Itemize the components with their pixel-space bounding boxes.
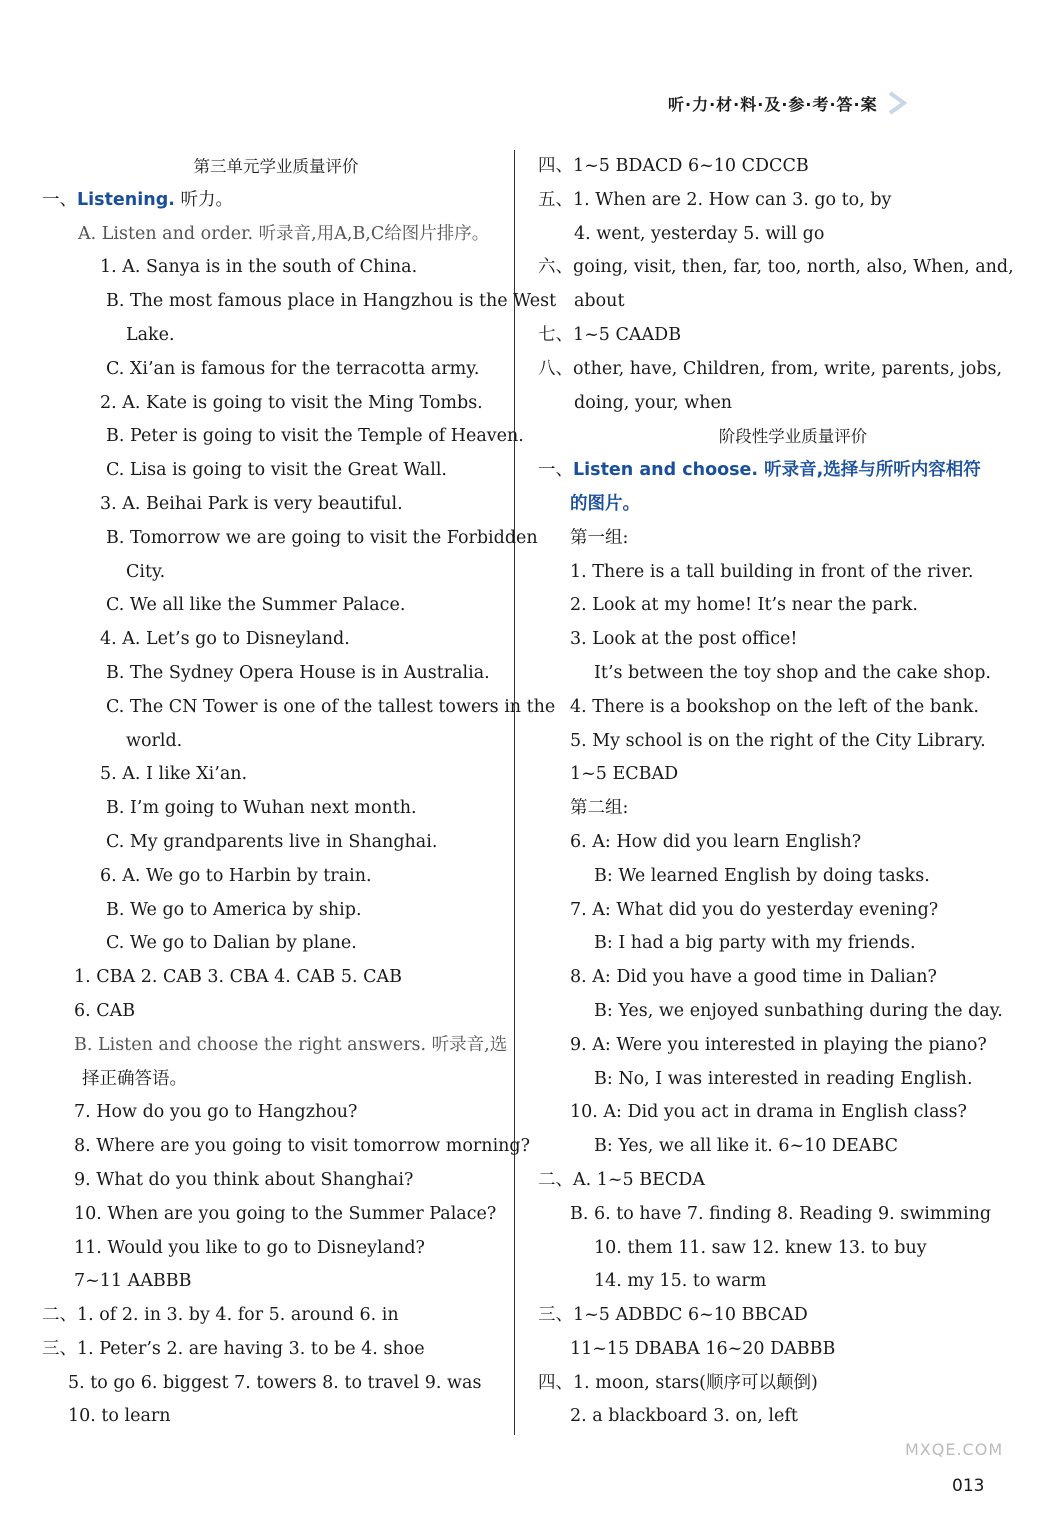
section-heading-cn: 听录音,选择与所听内容相符 [758,460,981,481]
text-line: 7. A: What did you do yesterday evening? [570,899,939,920]
text-line: B: Yes, we enjoyed sunbathing during the day. [594,1000,1003,1021]
text-line: 2. Look at my home! It’s near the park. [570,595,918,616]
text-line: about [574,291,625,312]
text-line: 的图片。 [570,493,640,514]
left-column [42,150,557,1434]
section-title: 阶段性学业质量评价 [718,427,868,447]
page-header [668,88,1048,118]
text-line: 2. a blackboard 3. on, left [570,1406,798,1427]
text-line: 5. to go 6. biggest 7. towers 8. to travel 9. was [68,1372,482,1393]
text-line: C. The CN Tower is one of the tallest towers in the [106,696,556,717]
text-line: 三、1~5 ADBDC 6~10 BBCAD [538,1305,808,1326]
text-line: B. We go to America by ship. [106,899,362,920]
text-line: 3. Look at the post office! [570,629,798,650]
text-line: B. Peter is going to visit the Temple of Heaven. [106,426,524,447]
section-heading [42,184,510,218]
section-heading-en: Listen and choose. [573,460,759,481]
text-line: 5. A. I like Xi’an. [100,764,248,785]
text-line: 4. There is a bookshop on the left of the bank. [570,696,979,717]
text-line: 4. went, yesterday 5. will go [574,223,825,244]
text-line: 11. Would you like to go to Disneyland? [74,1237,425,1258]
section-number: 一、 [538,460,573,481]
text-line: B. Listen and choose the right answers. 听录音,选 [74,1034,508,1055]
text-line: 五、1. When are 2. How can 3. go to, by [538,189,892,210]
text-line: 六、going, visit, then, far, too, north, also, When, and, [538,257,1014,278]
text-line: 9. A: Were you interested in playing the piano? [570,1034,987,1055]
text-line: 第一组: [570,527,629,548]
text-line: City. [126,561,166,582]
text-line: 6. A: How did you learn English? [570,831,862,852]
page-number: 013 [952,1476,985,1496]
watermark: MXQE.COM [905,1440,1004,1459]
text-line: A. Listen and order. 听录音,用A,B,C给图片排序。 [78,223,490,244]
text-line: 第二组: [570,798,629,819]
header-title: 听·力·材·料·及·参·考·答·案 [668,94,878,114]
text-line: 6. A. We go to Harbin by train. [100,865,372,886]
chevron-right-icon [884,90,910,116]
text-line: 择正确答语。 [82,1068,187,1089]
text-line: C. Lisa is going to visit the Great Wall. [106,460,447,481]
text-line: C. We all like the Summer Palace. [106,595,406,616]
answer-list [42,218,557,1435]
text-line: C. Xi’an is famous for the terracotta army. [106,358,480,379]
section-title: 第三单元学业质量评价 [193,157,359,176]
text-line: B: Yes, we all like it. 6~10 DEABC [594,1136,899,1157]
text-line: 7~11 AABBB [74,1271,192,1292]
text-line: B: No, I was interested in reading English. [594,1068,973,1089]
text-line: Lake. [126,324,175,345]
text-line: 八、other, have, Children, from, write, parents, jobs, [538,358,1003,379]
right-column [538,150,1048,1434]
text-line: 1~5 ECBAD [570,764,679,785]
text-line: 1. A. Sanya is in the south of China. [100,257,418,278]
text-line: 四、1~5 BDACD 6~10 CDCCB [538,156,809,176]
text-line: 4. A. Let’s go to Disneyland. [100,629,350,650]
text-line: 二、1. of 2. in 3. by 4. for 5. around 6. in [42,1305,399,1326]
section-heading-en: Listening. [77,189,175,210]
text-line: 10. to learn [68,1406,171,1427]
text-line: B. 6. to have 7. finding 8. Reading 9. swimming [570,1203,992,1224]
text-line: doing, your, when [574,392,733,413]
section-heading [538,454,1048,488]
text-line: 8. A: Did you have a good time in Dalian? [570,967,937,988]
text-line: 10. A: Did you act in drama in English class? [570,1102,967,1123]
text-line: B. Tomorrow we are going to visit the Forbidden [106,527,538,548]
text-line: 14. my 15. to warm [594,1271,767,1292]
text-line: 七、1~5 CAADB [538,324,682,345]
text-line: 10. When are you going to the Summer Palace? [74,1203,497,1224]
text-line: 2. A. Kate is going to visit the Ming Tombs. [100,392,483,413]
text-line: 8. Where are you going to visit tomorrow morning? [74,1136,531,1157]
section-number: 一、 [42,189,77,210]
text-line: world. [126,730,183,751]
text-line: 二、A. 1~5 BECDA [538,1169,705,1190]
section-heading-cn: 听力。 [174,189,233,210]
answer-list [538,150,1048,420]
text-line: B. I’m going to Wuhan next month. [106,798,417,819]
text-line: 1. CBA 2. CAB 3. CBA 4. CAB 5. CAB [74,967,402,988]
text-line: 5. My school is on the right of the City Library. [570,730,986,751]
text-line: C. We go to Dalian by plane. [106,933,357,954]
text-line: 三、1. Peter’s 2. are having 3. to be 4. shoe [42,1338,425,1359]
text-line: B: We learned English by doing tasks. [594,865,930,886]
text-line: 6. CAB [74,1000,136,1021]
text-line: B. The Sydney Opera House is in Australia. [106,662,490,683]
text-line: C. My grandparents live in Shanghai. [106,831,438,852]
text-line: It’s between the toy shop and the cake shop. [594,662,991,683]
text-line: 10. them 11. saw 12. knew 13. to buy [594,1237,927,1258]
text-line: B. The most famous place in Hangzhou is the West [106,291,557,312]
text-line: 11~15 DBABA 16~20 DABBB [570,1338,836,1359]
text-line: 1. There is a tall building in front of the river. [570,561,974,582]
text-line: 3. A. Beihai Park is very beautiful. [100,493,403,514]
text-line: B: I had a big party with my friends. [594,933,916,954]
column-divider [514,150,515,1435]
text-line: 四、1. moon, stars(顺序可以颠倒) [538,1372,818,1393]
text-line: 9. What do you think about Shanghai? [74,1169,414,1190]
answer-list [538,488,1048,1434]
text-line: 7. How do you go to Hangzhou? [74,1102,358,1123]
